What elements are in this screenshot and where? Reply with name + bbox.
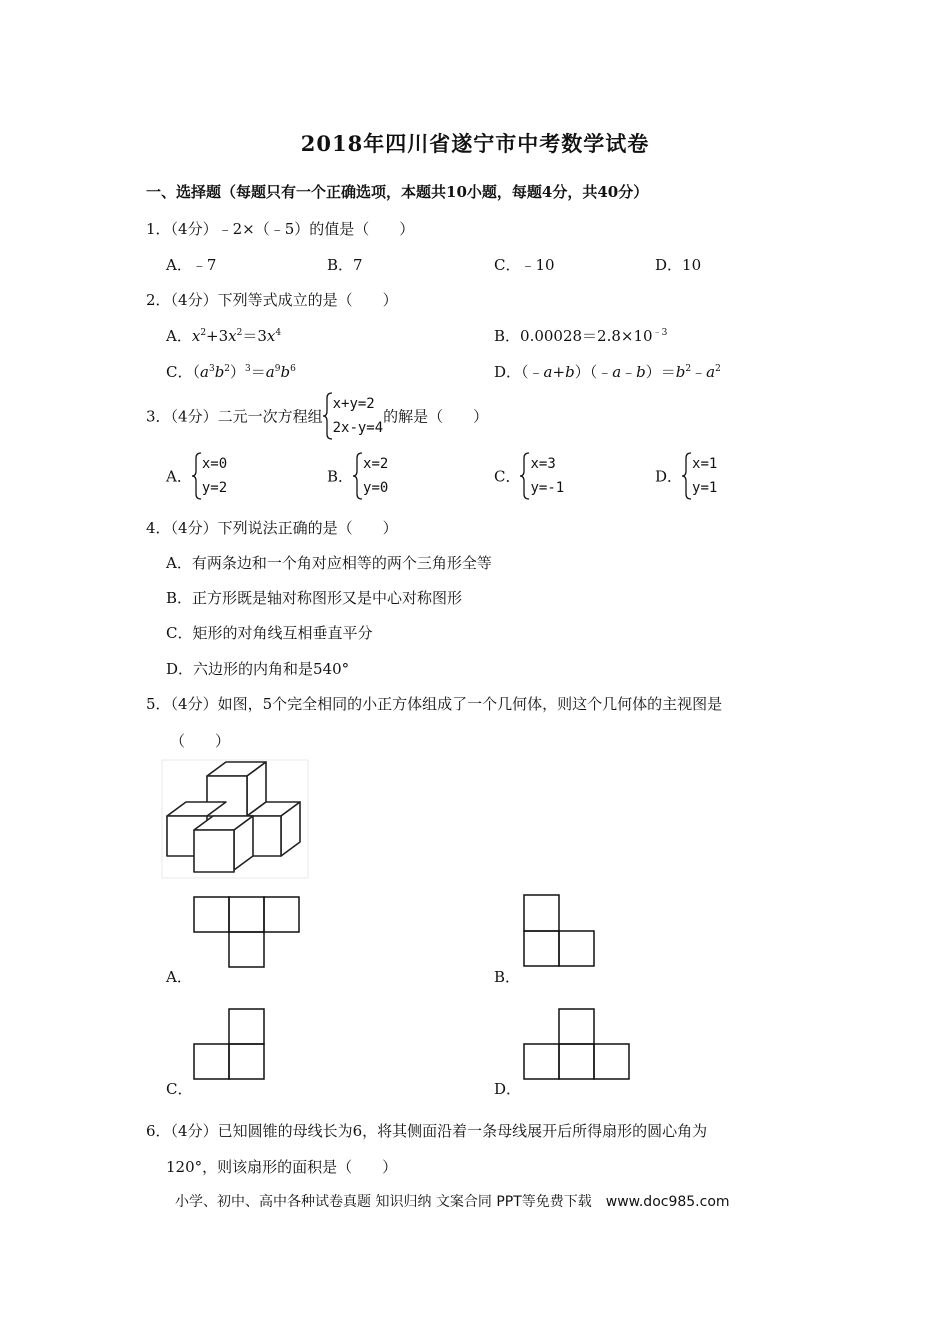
question-4-option-a: A．有两条边和一个角对应相等的两个三角形全等 [166, 554, 492, 572]
option-label: C． [494, 467, 521, 486]
brace-icon [353, 452, 363, 500]
question-3-equation-system [323, 392, 384, 440]
equation-row: x=2 [363, 456, 389, 472]
page-footer: 小学、初中、高中各种试卷真题 知识归纳 文案合同 PPT等免费下载 www.doc985.com [175, 1194, 730, 1210]
option-label: A． [166, 467, 192, 486]
equation-row: y=0 [363, 480, 389, 496]
equation-row: y=-1 [530, 480, 565, 496]
equation-row: y=1 [692, 480, 718, 496]
question-3-stem [146, 392, 488, 444]
cube-solid-figure [160, 758, 310, 880]
front-view-option-a [192, 895, 302, 969]
option-label: C． [166, 363, 193, 381]
question-4-option-b: B．正方形既是轴对称图形又是中心对称图形 [166, 589, 463, 607]
question-5-answer-paren: （ ） [170, 732, 231, 750]
option-label: B． [494, 327, 521, 345]
brace-icon [682, 452, 692, 500]
option-label: A． [166, 327, 192, 345]
question-3-option-d [655, 452, 717, 504]
question-3-option-a [166, 452, 227, 504]
option-label: D． [494, 363, 522, 381]
question-5-option-d-label: D． [494, 1080, 522, 1098]
front-view-option-b [522, 893, 598, 969]
option-b-exponent: ﹣3 [652, 328, 668, 338]
option-label: D． [655, 467, 683, 486]
option-system [682, 452, 717, 500]
question-2-stem: 2．（4分）下列等式成立的是（ ） [146, 291, 398, 309]
brace-icon [323, 392, 333, 440]
question-4-option-d: D．六边形的内角和是540° [166, 660, 350, 678]
equation-row: x+y=2 [332, 396, 375, 412]
question-2-option-d: D．$(﹣a+b)(﹣a﹣b)=b^2﹣a^2$ [494, 363, 721, 381]
question-1-option-d: D．10 [655, 256, 702, 274]
question-5-option-c-label: C． [166, 1080, 193, 1098]
front-view-option-d [522, 1007, 632, 1083]
question-6-stem-line2: 120°，则该扇形的面积是（ ） [166, 1158, 398, 1176]
equation-row: x=3 [530, 456, 556, 472]
option-system [192, 452, 227, 500]
brace-icon [520, 452, 530, 500]
option-system [353, 452, 388, 500]
question-1-stem: 1．（4分）﹣2×（﹣5）的值是（ ） [146, 220, 415, 238]
brace-icon [192, 452, 202, 500]
page-title: 2018年四川省遂宁市中考数学试卷 [300, 131, 650, 156]
equation-row: x=0 [201, 456, 228, 472]
question-4-option-c: C．矩形的对角线互相垂直平分 [166, 624, 373, 642]
question-5-stem: 5．（4分）如图，5个完全相同的小正方体组成了一个几何体，则这个几何体的主视图是 [146, 695, 723, 713]
option-b-text: 0.00028＝2.8×10 [520, 327, 653, 345]
question-2-option-c: C．$(a^3b^2)^3=a^9b^6$ [166, 363, 296, 381]
question-5-option-a-label: A． [166, 968, 192, 986]
question-1-option-c: C．﹣10 [494, 256, 555, 274]
question-3-prefix: 3．（4分）二元一次方程组 [146, 407, 323, 426]
question-1-option-b: B．7 [327, 256, 363, 274]
section-heading: 一、选择题（每题只有一个正确选项，本题共10小题，每题4分，共40分） [146, 183, 649, 201]
equation-row: x=1 [692, 456, 718, 472]
question-3-option-b [327, 452, 388, 504]
question-2-option-b [494, 325, 667, 346]
question-1-option-a: A．﹣7 [166, 256, 217, 274]
question-4-stem: 4．（4分）下列说法正确的是（ ） [146, 519, 398, 537]
question-2-option-a: A．$x^2+3x^2=3x^4$ [166, 327, 282, 345]
question-3-option-c [494, 452, 564, 504]
front-view-option-c [192, 1007, 268, 1083]
question-3-suffix: 的解是（ ） [383, 407, 489, 426]
option-label: B． [327, 467, 354, 486]
equation-row: 2x-y=4 [332, 420, 384, 436]
option-system [520, 452, 564, 500]
equation-row: y=2 [201, 480, 228, 496]
question-6-stem-line1: 6．（4分）已知圆锥的母线长为6，将其侧面沿着一条母线展开后所得扇形的圆心角为 [146, 1122, 708, 1140]
question-5-option-b-label: B． [494, 968, 521, 986]
